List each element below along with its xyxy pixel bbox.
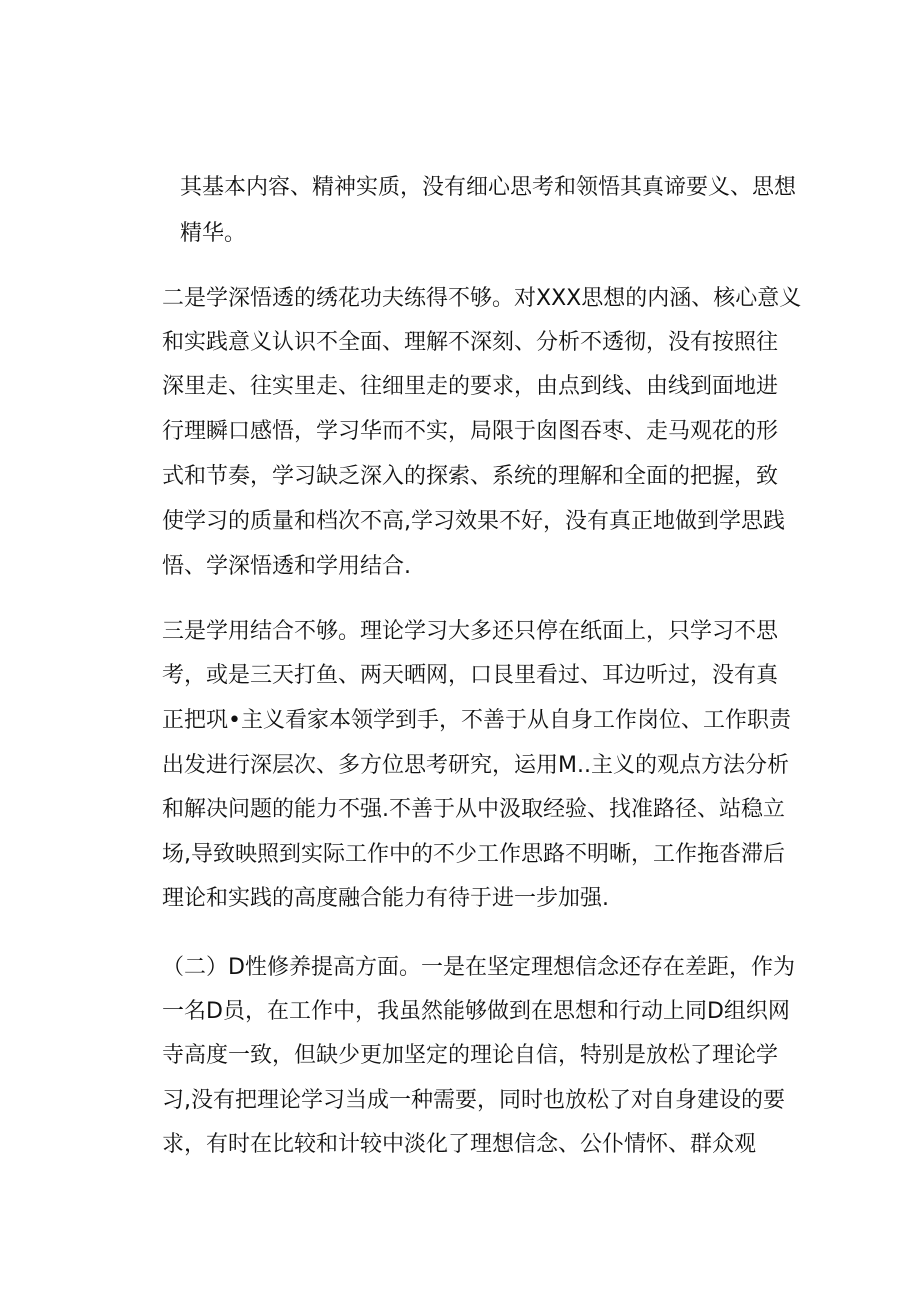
paragraph-2-line-2: 和实践意义认识不全面、理解不深刻、分析不透彻，没有按照往 (162, 330, 779, 355)
paragraph-3-line-3: 正把巩•主义看家本领学到手，不善于从自身工作岗位、工作职责 (162, 708, 791, 733)
paragraph-3-line-2: 考，或是三天打鱼、两天晒网，口艮里看过、耳边听过，没有真 (162, 663, 779, 688)
paragraph-4-line-3: 寺高度一致，但缺少更加坚定的理论自信，特别是放松了理论学 (162, 1043, 779, 1068)
paragraph-2-line-6: 使学习的质量和档次不高,学习效果不好，没有真正地做到学思践 (162, 509, 785, 534)
paragraph-3-line-7: 理论和实践的高度融合能力有待于进一步加强. (162, 886, 609, 911)
paragraph-4-line-1: （二）D性修养提高方面。一是在坚定理想信念还存在差距，作为 (162, 955, 795, 980)
paragraph-2-line-3: 深里走、往实里走、往细里走的要求，由点到线、由线到面地进 (162, 374, 779, 399)
paragraph-2-line-7: 悟、学深悟透和学用结合. (162, 554, 411, 579)
paragraph-4-line-2: 一名D员，在工作中，我虽然能够做到在思想和行动上同D组织网 (162, 999, 790, 1024)
paragraph-4-line-5: 求，有时在比较和计较中淡化了理想信念、公仆情怀、群众观 (162, 1132, 757, 1157)
paragraph-1-line-2: 精华。 (180, 221, 247, 246)
paragraph-2-line-5: 式和节奏，学习缺乏深入的探索、系统的理解和全面的把握，致 (162, 464, 779, 489)
paragraph-2-line-1: 二是学深悟透的绣花功夫练得不够。对XXX思想的内涵、核心意义 (162, 286, 802, 311)
paragraph-3-line-5: 和解决问题的能力不强.不善于从中汲取经验、找准路径、站稳立 (162, 797, 785, 822)
paragraph-3-line-4: 出发进行深层次、多方位思考研究，运用M..主义的观点方法分析 (162, 753, 789, 778)
paragraph-2-line-4: 行理瞬口感悟，学习华而不实，局限于囱图吞枣、走马观花的形 (162, 419, 779, 444)
paragraph-3-line-6: 场,导致映照到实际工作中的不少工作思路不明晰，工作拖沓滞后 (162, 842, 785, 867)
paragraph-4-line-4: 习,没有把理论学习当成一种需要，同时也放松了对自身建设的要 (162, 1088, 785, 1113)
paragraph-3-line-1: 三是学用结合不够。理论学习大多还只停在纸面上，只学习不思 (162, 619, 779, 644)
paragraph-1-line-1: 其基本内容、精神实质，没有细心思考和领悟其真谛要义、思想 (180, 175, 797, 200)
